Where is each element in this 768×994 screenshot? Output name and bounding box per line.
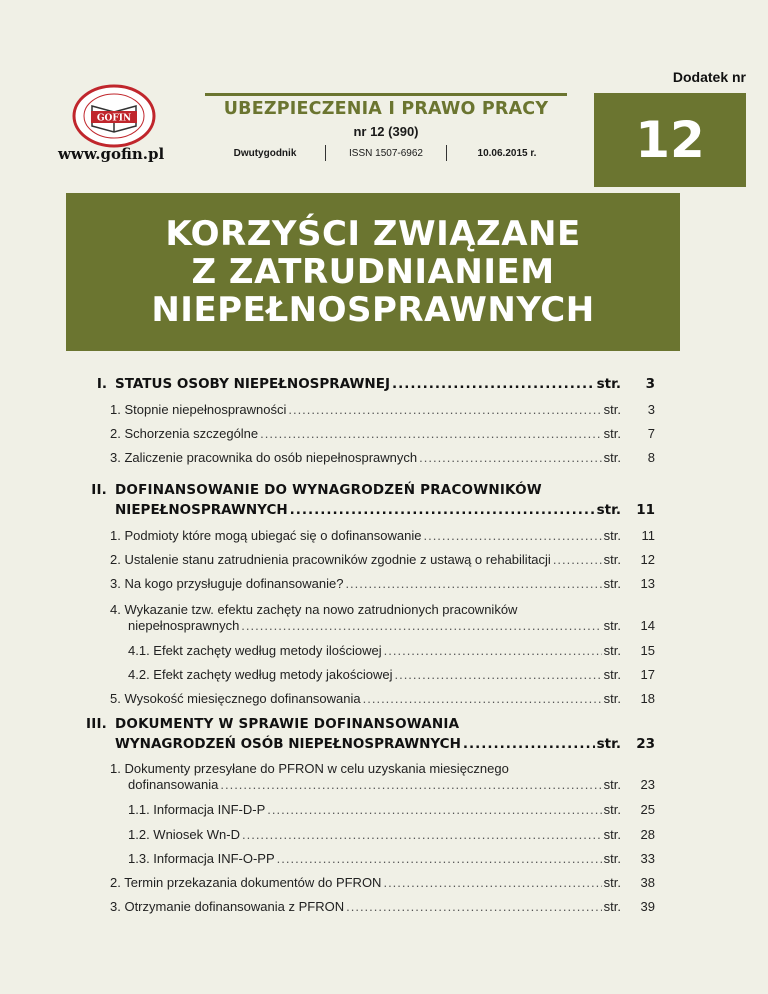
page-number: 18 <box>640 691 655 706</box>
page-number: 23 <box>640 777 655 792</box>
toc-section-2[interactable] <box>115 502 655 518</box>
str-label: str. <box>603 402 621 417</box>
issue-number: nr 12 (390) <box>353 124 419 139</box>
toc-item[interactable] <box>110 576 655 591</box>
str-label: str. <box>596 502 621 518</box>
str-label: str. <box>603 643 621 658</box>
toc-item[interactable] <box>128 777 655 792</box>
website-url[interactable]: www.gofin.pl <box>58 145 165 163</box>
dot-leader <box>463 736 595 752</box>
page-number: 14 <box>640 618 655 633</box>
page-number: 13 <box>640 576 655 591</box>
toc-section-3[interactable] <box>115 736 655 752</box>
toc-item[interactable] <box>110 528 655 543</box>
section-title-line2: WYNAGRODZEŃ OSÓB NIEPEŁNOSPRAWNYCH <box>115 736 461 752</box>
dot-leader <box>242 827 602 842</box>
item-label-line1: 4. Wykazanie tzw. efektu zachęty na nowo zatrudnionych pracowników <box>110 602 518 617</box>
dot-leader <box>260 426 602 441</box>
dot-leader <box>241 618 601 633</box>
item-label: 2. Termin przekazania dokumentów do PFRON <box>110 875 382 890</box>
issue-number-box: 12 <box>594 93 746 187</box>
svg-text:GOFIN: GOFIN <box>96 113 132 124</box>
str-label: str. <box>603 667 621 682</box>
page-number: 8 <box>647 450 655 465</box>
toc-item[interactable] <box>128 667 655 682</box>
str-label: str. <box>603 450 621 465</box>
str-label: str. <box>603 576 621 591</box>
toc-item[interactable] <box>110 402 655 417</box>
supplement-label: Dodatek nr <box>672 69 746 85</box>
dot-leader <box>288 402 601 417</box>
dot-leader <box>423 528 601 543</box>
str-label: str. <box>603 552 621 567</box>
section-title-line1: DOFINANSOWANIE DO WYNAGRODZEŃ PRACOWNIKÓW <box>115 482 542 498</box>
dot-leader <box>345 576 601 591</box>
item-label: 4.1. Efekt zachęty według metody ilościowej <box>128 643 382 658</box>
str-label: str. <box>603 426 621 441</box>
dot-leader <box>290 502 595 518</box>
toc-item[interactable] <box>128 802 655 817</box>
page-number: 33 <box>640 851 655 866</box>
dot-leader <box>267 802 601 817</box>
item-label-line1: 1. Dokumenty przesyłane do PFRON w celu uzyskania miesięcznego <box>110 761 509 776</box>
section-title-line1: DOKUMENTY W SPRAWIE DOFINANSOWANIA <box>115 716 460 732</box>
str-label: str. <box>596 376 621 392</box>
item-label: 2. Schorzenia szczególne <box>110 426 259 441</box>
page-number: 12 <box>640 552 655 567</box>
dot-leader <box>394 667 601 682</box>
item-label: dofinansowania <box>128 777 219 792</box>
page-number: 11 <box>641 528 655 543</box>
toc-item[interactable] <box>128 618 655 633</box>
toc-item[interactable] <box>110 899 655 914</box>
item-label: 1. Podmioty które mogą ubiegać się o dofinansowanie <box>110 528 422 543</box>
item-label: 1. Stopnie niepełnosprawności <box>110 402 287 417</box>
item-label: 5. Wysokość miesięcznego dofinansowania <box>110 691 361 706</box>
toc-item[interactable] <box>110 875 655 890</box>
section-title-line2: NIEPEŁNOSPRAWNYCH <box>115 502 288 518</box>
item-label: niepełnosprawnych <box>128 618 240 633</box>
publication-rule <box>205 93 567 96</box>
issn: ISSN 1507-6962 <box>349 147 423 159</box>
item-label: 2. Ustalenie stanu zatrudnienia pracowników zgodnie z ustawą o rehabilitacji <box>110 552 551 567</box>
toc-item[interactable] <box>110 426 655 441</box>
publication-meta <box>205 142 567 164</box>
item-label: 3. Otrzymanie dofinansowania z PFRON <box>110 899 345 914</box>
issue-date: 10.06.2015 r. <box>477 147 537 159</box>
page-number: 25 <box>640 802 655 817</box>
dot-leader <box>363 691 602 706</box>
str-label: str. <box>596 736 621 752</box>
page-number: 15 <box>640 643 655 658</box>
publication-title: UBEZPIECZENIA I PRAWO PRACY <box>223 99 549 119</box>
str-label: str. <box>603 618 621 633</box>
title-block <box>66 193 680 351</box>
item-label: 1.1. Informacja INF-D-P <box>128 802 266 817</box>
toc-item[interactable] <box>128 827 655 842</box>
str-label: str. <box>603 827 621 842</box>
item-label: 3. Zaliczenie pracownika do osób niepełnosprawnych <box>110 450 418 465</box>
page-title: KORZYŚCI ZWIĄZANE Z ZATRUDNIANIEM NIEPEŁNOSPRAWNYCH <box>151 214 595 330</box>
item-label: 1.3. Informacja INF-O-PP <box>128 851 275 866</box>
frequency: Dwutygodnik <box>233 147 297 159</box>
toc-item[interactable] <box>110 691 655 706</box>
section-title: STATUS OSOBY NIEPEŁNOSPRAWNEJ <box>115 376 390 392</box>
str-label: str. <box>603 802 621 817</box>
section-roman: I. <box>96 376 107 392</box>
str-label: str. <box>603 899 621 914</box>
section-roman: II. <box>91 482 107 498</box>
page-number: 38 <box>640 875 655 890</box>
item-label: 3. Na kogo przysługuje dofinansowanie? <box>110 576 344 591</box>
toc-section-2-line1 <box>91 482 542 498</box>
dot-leader <box>553 552 602 567</box>
str-label: str. <box>603 691 621 706</box>
item-label: 1.2. Wniosek Wn-D <box>128 827 240 842</box>
page-number: 17 <box>640 667 655 682</box>
dot-leader <box>220 777 601 792</box>
page-number: 11 <box>636 502 655 518</box>
toc-item[interactable] <box>128 851 655 866</box>
page-number: 39 <box>640 899 655 914</box>
toc-item[interactable] <box>110 450 655 465</box>
item-label: 4.2. Efekt zachęty według metody jakościowej <box>128 667 393 682</box>
page-number: 3 <box>647 402 655 417</box>
dot-leader <box>383 875 601 890</box>
page-number: 28 <box>640 827 655 842</box>
toc-item[interactable] <box>128 643 655 658</box>
dot-leader <box>277 851 602 866</box>
dot-leader <box>392 376 595 392</box>
dot-leader <box>419 450 602 465</box>
section-roman: III. <box>86 716 107 732</box>
str-label: str. <box>603 851 621 866</box>
str-label: str. <box>603 875 621 890</box>
toc-section-3-line1 <box>86 716 460 732</box>
str-label: str. <box>603 777 621 792</box>
page-number: 3 <box>645 376 655 392</box>
page-number: 7 <box>647 426 655 441</box>
dot-leader <box>384 643 602 658</box>
str-label: str. <box>603 528 621 543</box>
page-number: 23 <box>636 736 655 752</box>
dot-leader <box>346 899 602 914</box>
toc-section-1[interactable] <box>96 376 655 392</box>
toc-item[interactable] <box>110 552 655 567</box>
